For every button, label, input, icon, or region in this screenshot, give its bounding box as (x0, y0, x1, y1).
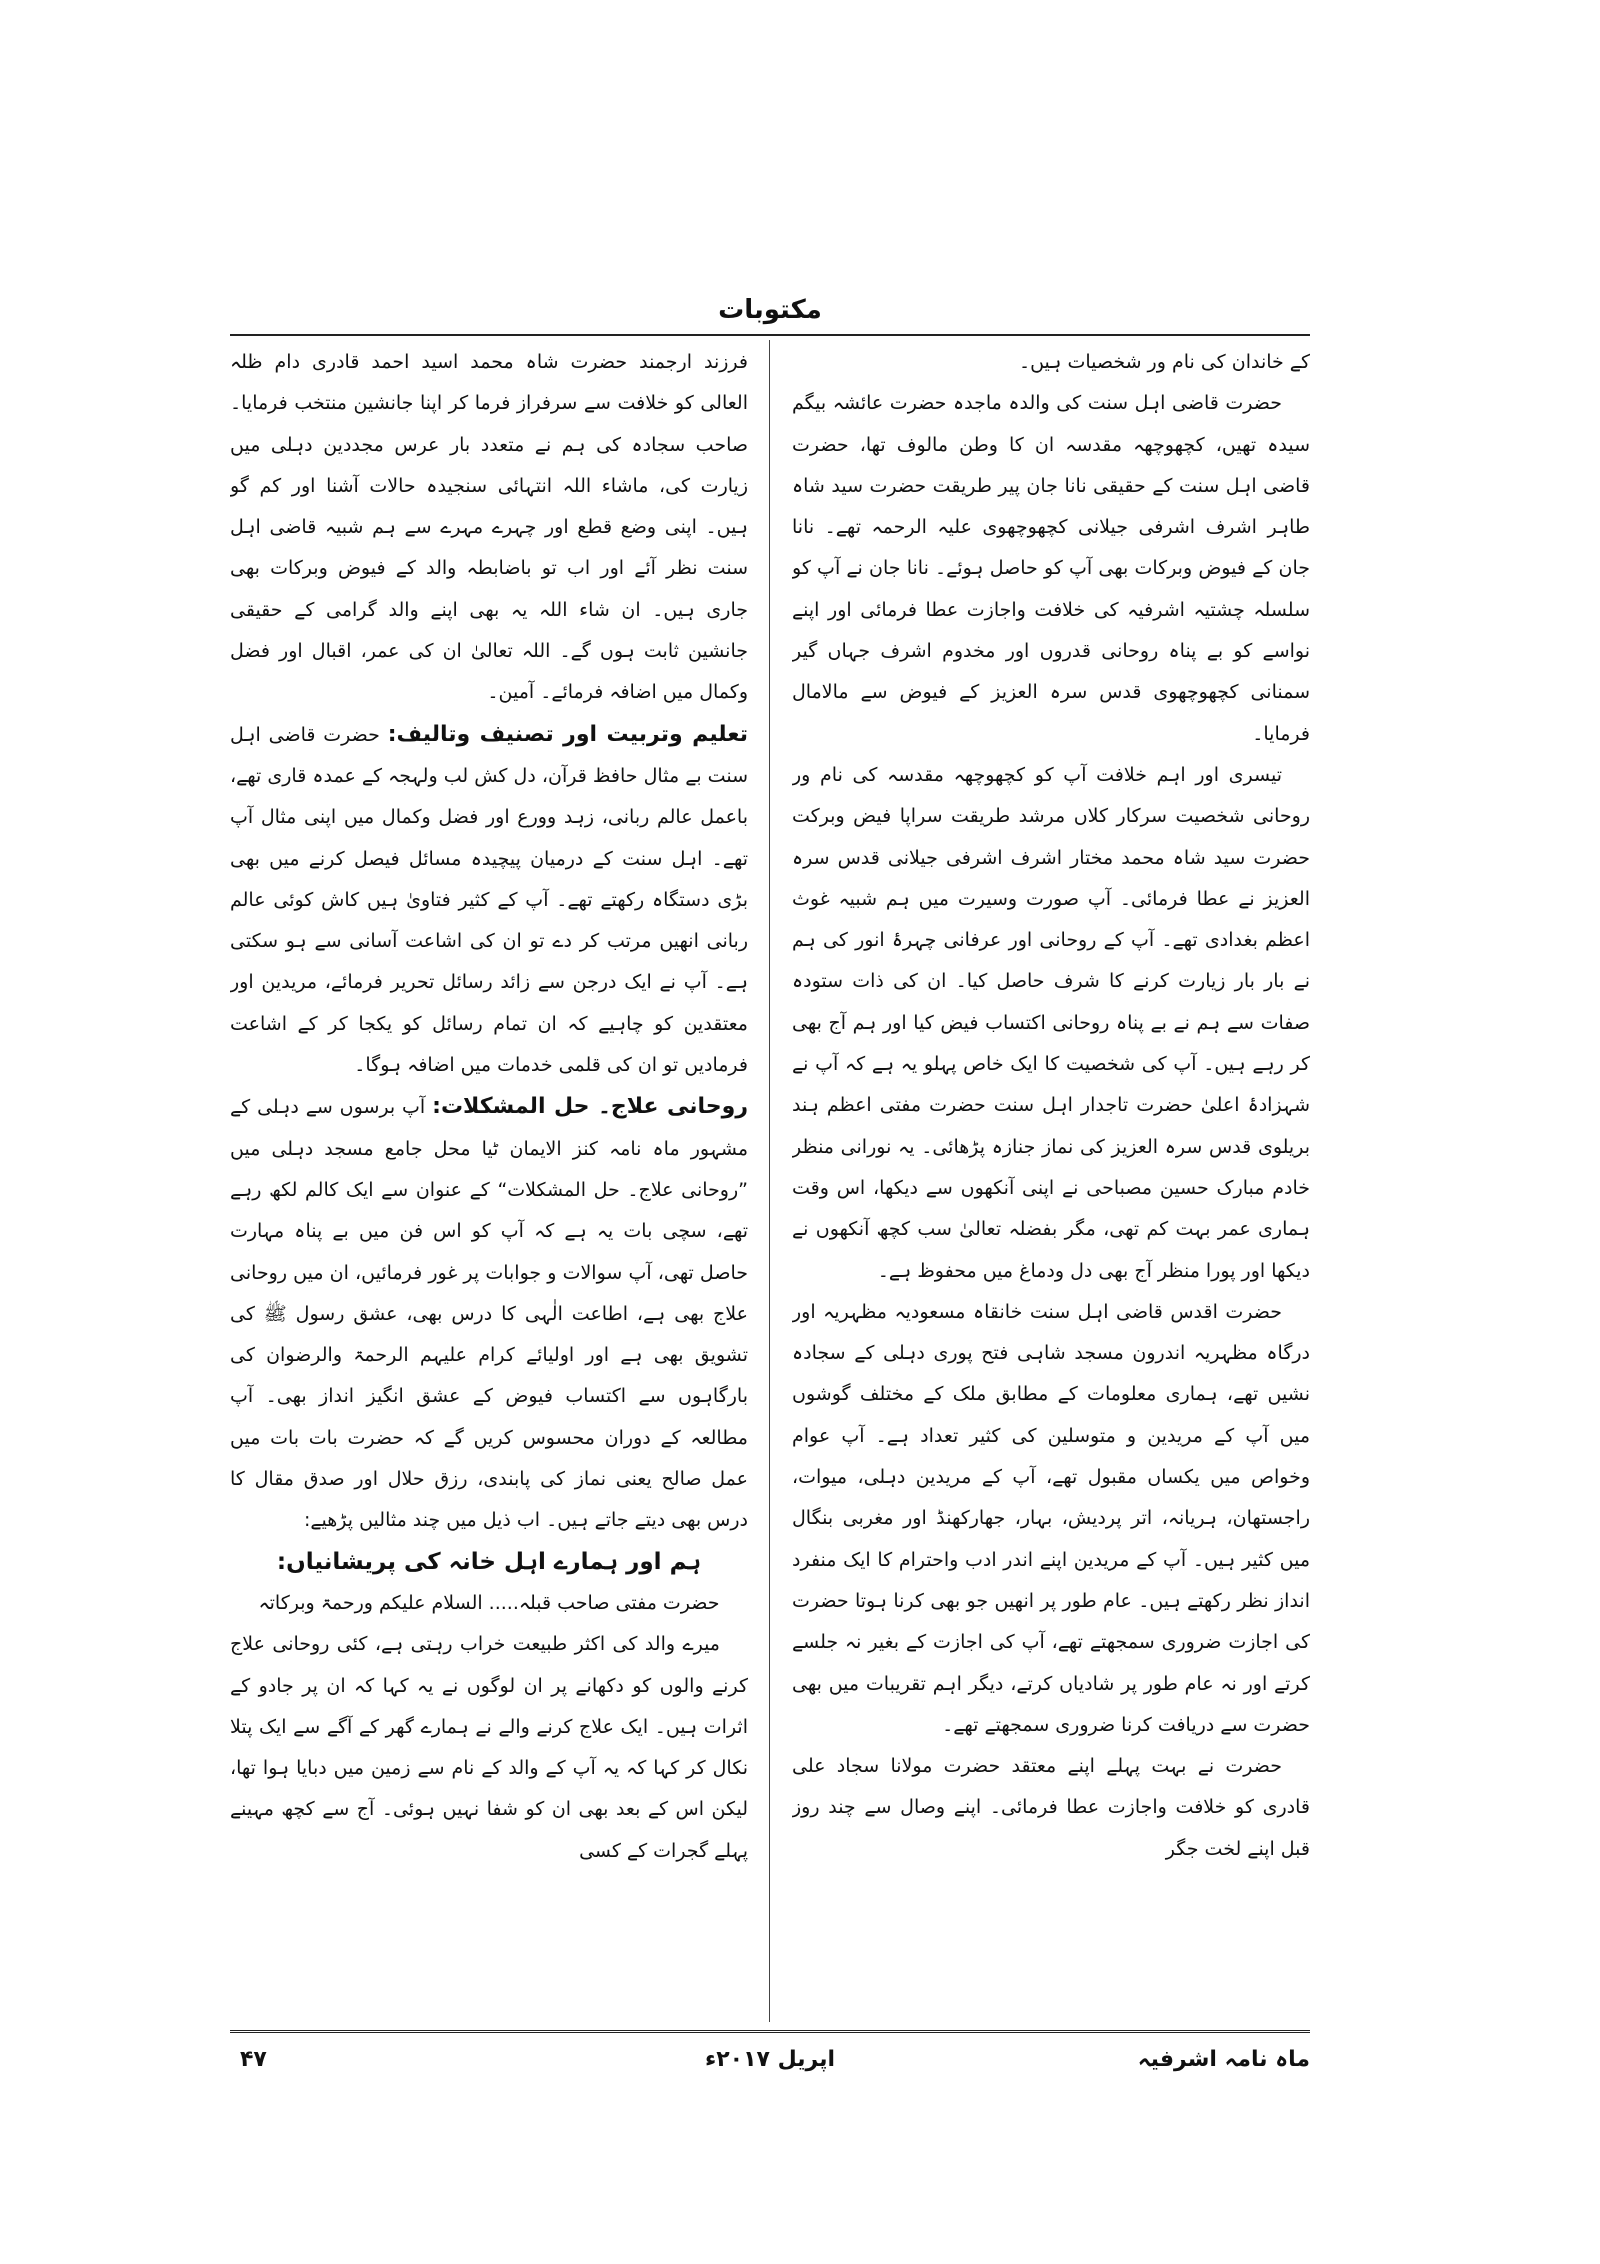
issue-date: اپریل ۲۰۱۷ء (704, 2047, 835, 2072)
page-footer (230, 2040, 1310, 2080)
section-subheading: روحانی علاج۔ حل المشکلات: (432, 1094, 748, 1120)
paragraph: فرزند ارجمند حضرت شاہ محمد اسید احمد قادری دام ظلہ العالی کو خلافت سے سرفراز فرما کر اپنا جانشین منتخب فرمایا۔ صاحب سجادہ کی ہم نے متعدد بار عرس مجددین دہلی میں زیارت کی، ماشاء اللہ انتہائی سنجیدہ حالات آشنا اور کم گو ہیں۔ اپنی وضع قطع اور چہرے مہرے سے ہم شبیہ قاضی اہل سنت نظر آئے اور اب تو باضابطہ والد کے فیوض وبرکات بھی جاری ہیں۔ ان شاء اللہ یہ بھی اپنے والد گرامی کے حقیقی جانشین ثابت ہوں گے۔ اللہ تعالیٰ ان کی عمر، اقبال اور فضل وکمال میں اضافہ فرمائے۔ آمین۔ (230, 351, 748, 704)
footer-rule (230, 2030, 1310, 2033)
paragraph: تیسری اور اہم خلافت آپ کو کچھوچھہ مقدسہ کی نام ور روحانی شخصیت سرکار کلاں مرشد طریقت سراپا فیض وبرکت حضرت سید شاہ محمد مختار اشرف اشرفی جیلانی قدس سرہ العزیز نے عطا فرمائی۔ آپ صورت وسیرت میں ہم شبیہ غوث اعظم بغدادی تھے۔ آپ کے روحانی اور عرفانی چہرۂ انور کی ہم نے بار بار زیارت کرنے کا شرف حاصل کیا۔ ان کی ذات ستودہ صفات سے ہم نے بے پناہ روحانی اکتساب فیض کیا اور ہم آج بھی کر رہے ہیں۔ آپ کی شخصیت کا ایک خاص پہلو یہ ہے کہ آپ نے شہزادۂ اعلیٰ حضرت تاجدار اہل سنت حضرت مفتی اعظم ہند بریلوی قدس سرہ العزیز کی نماز جنازہ پڑھائی۔ یہ نورانی منظر خادم مبارک حسین مصباحی نے اپنی آنکھوں سے دیکھا، اس وقت ہماری عمر بہت کم تھی، مگر بفضلہ تعالیٰ سب کچھ آنکھوں نے دیکھا اور پورا منظر آج بھی دل ودماغ میں محفوظ ہے۔ (792, 763, 1310, 1282)
section-subheading: تعلیم وتربیت اور تصنیف وتالیف: (387, 721, 748, 747)
page-number: ۴۷ (240, 2047, 267, 2072)
header-rule (230, 334, 1310, 336)
paragraph-text: حضرت قاضی اہل سنت بے مثال حافظ قرآن، دل کش لب ولہجہ کے عمدہ قاری تھے، باعمل عالم ربانی، زہد وورع اور فضل وکمال میں اپنی مثال آپ تھے۔ اہل سنت کے درمیان پیچیدہ مسائل فیصل کرنے میں بھی بڑی دستگاہ رکھتے تھے۔ آپ کے کثیر فتاویٰ ہیں کاش کوئی عالم ربانی انھیں مرتب کر دے تو ان کی اشاعت آسانی سے ہو سکتی ہے۔ آپ نے ایک درجن سے زائد رسائل تحریر فرمائے، مریدین اور معتقدین کو چاہیے کہ ان تمام رسائل کو یکجا کر کے اشاعت فرمادیں تو ان کی قلمی خدمات میں اضافہ ہوگا۔ (230, 723, 748, 1077)
paragraph-with-subhead (230, 714, 748, 1087)
left-column (230, 342, 748, 2022)
paragraph: کے خاندان کی نام ور شخصیات ہیں۔ (1018, 351, 1310, 373)
paragraph-with-subhead (230, 1086, 748, 1541)
right-column (792, 342, 1310, 2022)
paragraph-text: آپ برسوں سے دہلی کے مشہور ماہ نامہ کنز الایمان ٹیا محل جامع مسجد دہلی میں ”روحانی علاج۔ حل المشکلات“ کے عنوان سے ایک کالم لکھ رہے تھے، سچی بات یہ ہے کہ آپ کو اس فن میں بے پناہ مہارت حاصل تھی، آپ سوالات و جوابات پر غور فرمائیں، ان میں روحانی علاج بھی ہے، اطاعت الٰہی کا درس بھی، عشق رسول ﷺ کی تشویق بھی ہے اور اولیائے کرام علیہم الرحمۃ والرضوان کی بارگاہوں سے اکتساب فیوض کے عشق انگیز انداز بھی۔ آپ مطالعہ کے دوران محسوس کریں گے کہ حضرت بات بات میں عمل صالح یعنی نماز کی پابندی، رزق حلال اور صدق مقال کا درس بھی دیتے جاتے ہیں۔ اب ذیل میں چند مثالیں پڑھیے: (230, 1096, 748, 1532)
paragraph: میرے والد کی اکثر طبیعت خراب رہتی ہے، کئی روحانی علاج کرنے والوں کو دکھانے پر ان لوگوں نے یہ کہا کہ ان پر جادو کے اثرات ہیں۔ ایک علاج کرنے والے نے ہمارے گھر کے آگے سے ایک پتلا نکال کر کہا کہ یہ آپ کے والد کے نام سے زمین میں دبایا ہوا تھا، لیکن اس کے بعد بھی ان کو شفا نہیں ہوئی۔ آج سے کچھ مہینے پہلے گجرات کے کسی (230, 1633, 748, 1862)
magazine-name: ماہ نامہ اشرفیہ (1137, 2047, 1310, 2072)
paragraph: حضرت اقدس قاضی اہل سنت خانقاہ مسعودیہ مظہریہ اور درگاہ مظہریہ اندرون مسجد شاہی فتح پوری دہلی کے سجادہ نشیں تھے، ہماری معلومات کے مطابق ملک کے مختلف گوشوں میں آپ کے مریدین و متوسلین کی کثیر تعداد ہے۔ آپ عوام وخواص میں یکساں مقبول تھے، آپ کے مریدین دہلی، میوات، راجستھان، ہریانہ، اتر پردیش، بہار، جھارکھنڈ اور مغربی بنگال میں کثیر ہیں۔ آپ کے مریدین اپنے اندر ادب واحترام کا ایک منفرد انداز نظر رکھتے ہیں۔ عام طور پر انھیں جو بھی کرنا ہوتا حضرت کی اجازت ضروری سمجھتے تھے، آپ کی اجازت کے بغیر نہ جلسے کرتے اور نہ عام طور پر شادیاں کرتے، دیگر اہم تقریبات میں بھی حضرت سے دریافت کرنا ضروری سمجھتے تھے۔ (792, 1300, 1310, 1736)
section-heading: ہم اور ہمارے اہل خانہ کی پریشانیاں: (276, 1548, 702, 1575)
letter-salutation: حضرت مفتی صاحب قبلہ..... السلام علیکم ورحمۃ وبرکاتہ (258, 1591, 720, 1614)
column-divider (769, 340, 770, 2022)
paragraph: حضرت قاضی اہل سنت کی والدہ ماجدہ حضرت عائشہ بیگم سیدہ تھیں، کچھوچھہ مقدسہ ان کا وطن مالوف تھا، حضرت قاضی اہل سنت کے حقیقی نانا جان پیر طریقت حضرت سید شاہ طاہر اشرف اشرفی جیلانی کچھوچھوی علیہ الرحمہ تھے۔ نانا جان کے فیوض وبرکات بھی آپ کو حاصل ہوئے۔ نانا جان نے آپ کو سلسلہ چشتیہ اشرفیہ کی خلافت واجازت عطا فرمائی اور اپنے نواسے کو بے پناہ روحانی قدروں اور مخدوم اشرف جہاں گیر سمنانی کچھوچھوی قدس سرہ العزیز کے فیوض سے مالامال فرمایا۔ (792, 392, 1310, 745)
paragraph: حضرت نے بہت پہلے اپنے معتقد حضرت مولانا سجاد علی قادری کو خلافت واجازت عطا فرمائی۔ اپنے وصال سے چند روز قبل اپنے لخت جگر (792, 1755, 1310, 1860)
page-header-title: مکتوبات (718, 295, 822, 325)
